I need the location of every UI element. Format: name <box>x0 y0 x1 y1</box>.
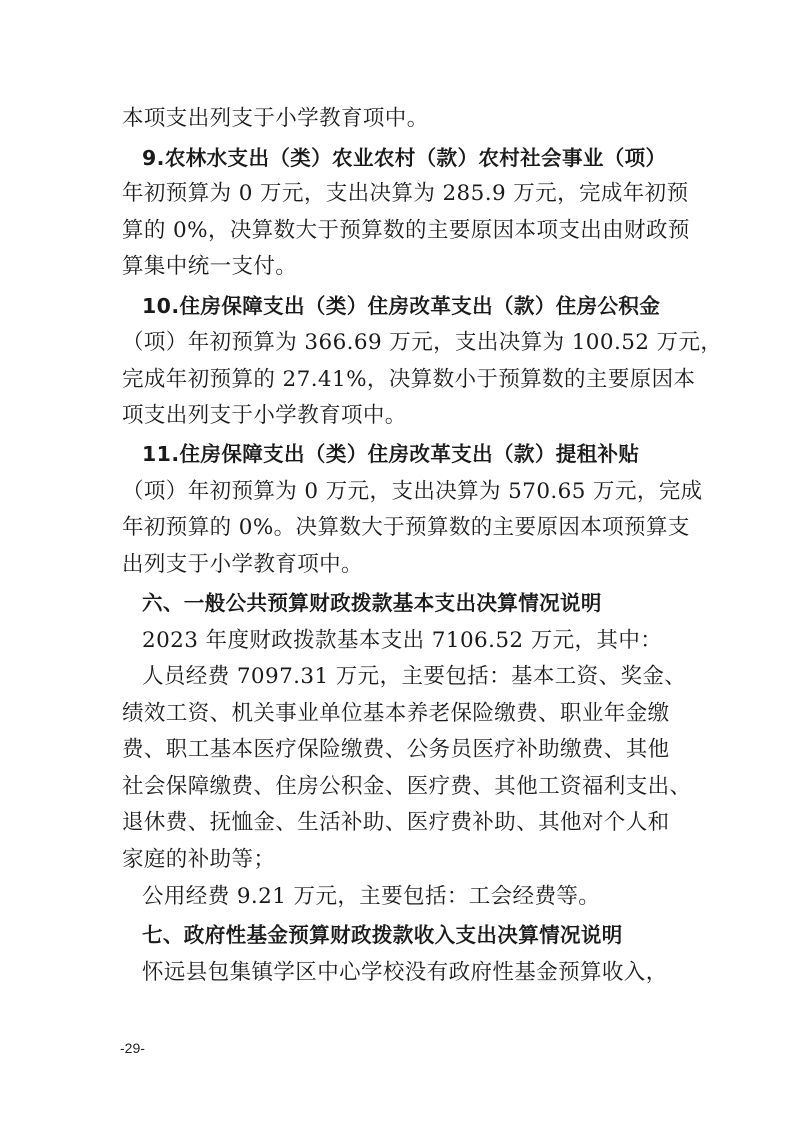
text-line: 费、职工基本医疗保险缴费、公务员医疗补助缴费、其他 <box>122 737 670 762</box>
text-line: 算的 0%，决算数大于预算数的主要原因本项支出由财政预 <box>122 218 690 243</box>
text-line: 出列支于小学教育项中。 <box>122 552 363 577</box>
text-line: 2023 年度财政拨款基本支出 7106.52 万元，其中： <box>142 628 663 653</box>
text-line: 家庭的补助等； <box>122 847 276 872</box>
text-line: 退休费、抚恤金、生活补助、医疗费补助、其他对个人和 <box>122 810 670 835</box>
text-line: 社会保障缴费、住房公积金、医疗费、其他工资福利支出、 <box>122 774 692 799</box>
text-line: （项）年初预算为 366.69 万元，支出决算为 100.52 万元， <box>122 330 723 355</box>
text-line: 年初预算的 0%。决算数大于预算数的主要原因本项预算支 <box>122 515 690 540</box>
page-number: -29- <box>120 1040 145 1056</box>
text-line: 公用经费 9.21 万元，主要包括：工会经费等。 <box>142 884 601 909</box>
heading-item-9: 9.农林水支出（类）农业农村（款）农村社会事业（项） <box>142 146 667 170</box>
section-heading-6: 六、一般公共预算财政拨款基本支出决算情况说明 <box>142 591 602 615</box>
text-line: 绩效工资、机关事业单位基本养老保险缴费、职业年金缴 <box>122 701 670 726</box>
text-line: 完成年初预算的 27.41%，决算数小于预算数的主要原因本 <box>122 367 696 392</box>
text-line: 怀远县包集镇学区中心学校没有政府性基金预算收入， <box>142 960 668 985</box>
heading-item-10: 10.住房保障支出（类）住房改革支出（款）住房公积金 <box>142 294 661 318</box>
text-line: 年初预算为 0 万元，支出决算为 285.9 万元，完成年初预 <box>122 181 689 206</box>
text-line: （项）年初预算为 0 万元，支出决算为 570.65 万元，完成 <box>122 479 703 504</box>
heading-item-11: 11.住房保障支出（类）住房改革支出（款）提租补贴 <box>142 442 640 466</box>
text-line: 人员经费 7097.31 万元，主要包括：基本工资、奖金、 <box>142 664 687 689</box>
section-heading-7: 七、政府性基金预算财政拨款收入支出决算情况说明 <box>142 923 623 947</box>
text-line: 项支出列支于小学教育项中。 <box>122 403 407 428</box>
text-line: 算集中统一支付。 <box>122 254 298 279</box>
text-line: 本项支出列支于小学教育项中。 <box>122 106 429 131</box>
